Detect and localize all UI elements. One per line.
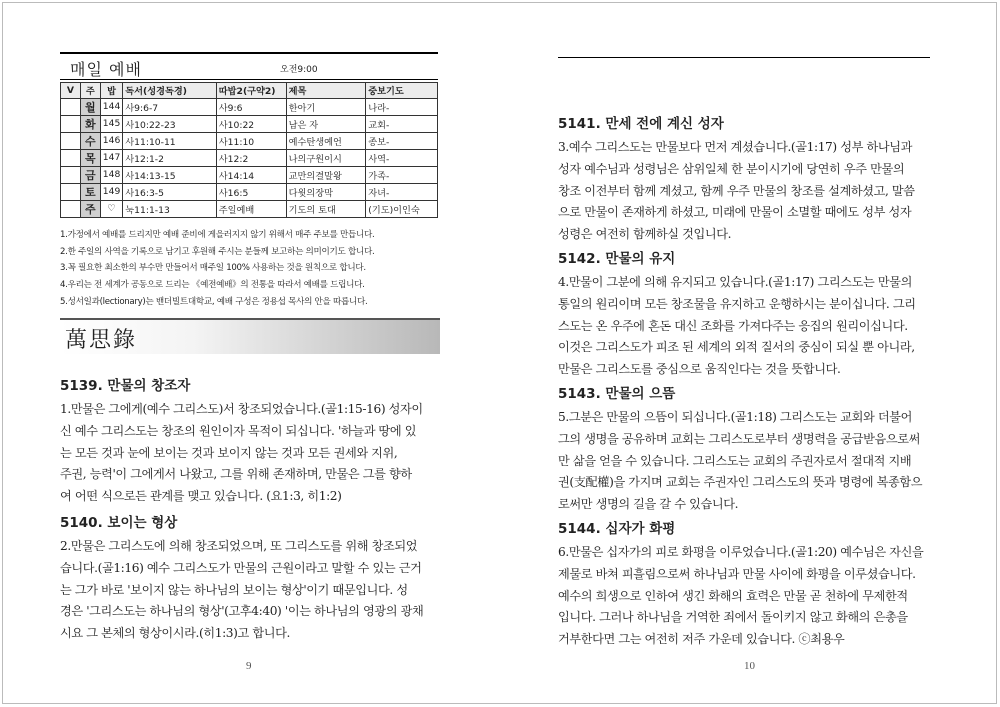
worship-time: 오전9:00: [280, 65, 318, 75]
header-cell: 밥: [100, 83, 123, 99]
section-body: [60, 399, 423, 508]
check-cell: [61, 98, 81, 115]
day-cell: 주: [80, 200, 100, 217]
section-body: [558, 407, 922, 516]
number-cell: 146: [100, 132, 123, 149]
table-header-row: [61, 83, 438, 99]
body-line: 권(支配權)을 가지며 교회는 주권자인 그리스도의 뜻과 명령에 복종함으: [558, 475, 923, 490]
body-line: 창조 이전부터 함께 계셨고, 함께 우주 만물의 창조를 설계하셨고, 말씀: [558, 183, 915, 198]
note-line: 3.꼭 필요한 최소한의 부수만 만들어서 매주일 100% 사용하는 것을 원칙으로 합니다.: [60, 263, 366, 274]
section-5144: [558, 517, 923, 651]
check-cell: [61, 132, 81, 149]
body-line: 제물로 바쳐 피흘림으로써 하나님과 만물 사이에 화평을 이루셨습니다.: [558, 566, 916, 581]
header-rule: [558, 57, 930, 58]
table-row: [61, 98, 438, 115]
body-line: 신 예수 그리스도는 창조의 원인이자 목적이 되십니다. '하늘과 땅에 있: [60, 423, 417, 438]
prayer-cell: (기도)이인숙: [366, 200, 438, 217]
header-cell: 중보기도: [366, 83, 438, 99]
section-5141: [558, 112, 915, 246]
number-cell: 147: [100, 149, 123, 166]
table-row: [61, 183, 438, 200]
prayer-cell: 교회-: [366, 115, 438, 132]
table-row: [61, 200, 438, 217]
title-cell: 남은 자: [286, 115, 366, 132]
body-line: 성자 예수님과 성령님은 삼위일체 한 분이시기에 당연히 우주 만물의: [558, 161, 905, 176]
number-cell: 149: [100, 183, 123, 200]
header-cell: V: [61, 83, 81, 99]
body-line: 여 어떤 식으로든 관계를 맺고 있습니다. (요1:3, 히1:2): [60, 489, 342, 504]
reading2-cell: 사14:14: [216, 166, 286, 183]
note-line: 1.가정에서 예배를 드리지만 예배 준비에 게을러지지 않기 위해서 매주 주보를 만듭니다.: [60, 230, 375, 240]
table-row: [61, 132, 438, 149]
title-cell: 나의구원이시: [286, 149, 366, 166]
note-line: 5.성서일과(lectionary)는 밴더빌트대학교, 예배 구성은 정용섭 목사의 안을 따릅니다.: [60, 296, 368, 307]
body-line: 스도는 온 우주에 혼돈 대신 조화를 가져다주는 응집의 원리이십니다.: [558, 318, 908, 333]
reading2-cell: 사9:6: [216, 98, 286, 115]
body-line: 1.만물은 그에게(예수 그리스도)서 창조되었습니다.(골1:15-16) 성자이: [60, 402, 423, 416]
section-title: 5139. 만물의 창조자: [60, 378, 191, 394]
section-5142: [558, 247, 916, 381]
section-5143: [558, 382, 922, 516]
section-title: 5141. 만세 전에 계신 성자: [558, 116, 724, 132]
body-line: 이것은 그리스도가 피조 된 세계의 외적 질서의 중심이 되실 뿐 아니라,: [558, 340, 915, 355]
prayer-cell: 가족-: [366, 166, 438, 183]
check-cell: [61, 115, 81, 132]
body-line: 는 모든 것과 눈에 보이는 것과 보이지 않는 것과 모든 권세와 지위,: [60, 445, 398, 460]
reading2-cell: 사12:2: [216, 149, 286, 166]
body-line: 2.만물은 그리스도에 의해 창조되었으며, 또 그리스도를 위해 창조되었: [60, 539, 418, 553]
body-line: 그의 생명을 공유하며 교회는 그리스도로부터 생명력을 공급받음으로써: [558, 431, 921, 446]
page-number: 10: [744, 660, 755, 672]
body-line: 만 삶을 얻을 수 있습니다. 그리스도는 교회의 주권자로서 절대적 지배: [558, 453, 912, 468]
reading2-cell: 주일예배: [216, 200, 286, 217]
number-cell: 144: [100, 98, 123, 115]
body-line: 시요 그 본체의 형상이시라.(히1:3)고 합니다.: [60, 626, 290, 641]
day-cell: 월: [80, 98, 100, 115]
body-line: 으로 만물이 존재하게 하셨고, 미래에 만물이 소멸할 때에도 성부 성자: [558, 205, 912, 220]
day-cell: 토: [80, 183, 100, 200]
day-cell: 수: [80, 132, 100, 149]
check-cell: [61, 183, 81, 200]
section-band: [60, 318, 440, 354]
reading2-cell: 사16:5: [216, 183, 286, 200]
body-line: 거부한다면 그는 여전히 저주 가운데 있습니다. ⓒ최용우: [558, 632, 845, 647]
table-row: [61, 149, 438, 166]
reading-cell: 사10:22-23: [123, 115, 217, 132]
prayer-cell: 자녀-: [366, 183, 438, 200]
table-row: [61, 115, 438, 132]
body-line: 예수의 희생으로 인하여 생긴 화해의 효력은 만물 곧 천하에 무제한적: [558, 588, 908, 603]
section-title: 5144. 십자가 화평: [558, 521, 676, 537]
day-cell: 목: [80, 149, 100, 166]
reading-cell: 사14:13-15: [123, 166, 217, 183]
section-body: [60, 536, 423, 645]
body-line: 만물은 그리스도를 중심으로 움직인다는 것을 뜻합니다.: [558, 362, 841, 377]
page-number: 9: [246, 660, 252, 672]
section-title: 5140. 보이는 형상: [60, 515, 178, 531]
section-5140: [60, 511, 423, 645]
section-body: [558, 272, 916, 381]
title-cell: 기도의 토대: [286, 200, 366, 217]
table-row: [61, 166, 438, 183]
body-line: 로써만 생명의 길을 갈 수 있습니다.: [558, 497, 739, 512]
worship-title: 매일 예배: [70, 60, 142, 79]
title-cell: 한아기: [286, 98, 366, 115]
check-cell: [61, 166, 81, 183]
reading-cell: 사9:6-7: [123, 98, 217, 115]
body-line: 통일의 원리이며 모든 창조물을 유지하고 운행하시는 분이십니다. 그리: [558, 296, 916, 311]
body-line: 성령은 여전히 함께하실 것입니다.: [558, 227, 732, 242]
worship-schedule-table: [60, 82, 438, 218]
header-cell: 제목: [286, 83, 366, 99]
title-cell: 교만의결말왕: [286, 166, 366, 183]
prayer-cell: 종보-: [366, 132, 438, 149]
day-cell: 금: [80, 166, 100, 183]
title-cell: 예수탄생예언: [286, 132, 366, 149]
section-body: [558, 542, 923, 651]
section-title: 5142. 만물의 유지: [558, 251, 676, 267]
header-cell: 따밥2(구약2): [216, 83, 286, 99]
reading-cell: 사12:1-2: [123, 149, 217, 166]
number-cell: 145: [100, 115, 123, 132]
heart-icon: ♡: [100, 200, 123, 217]
check-cell: [61, 149, 81, 166]
body-line: 입니다. 그러나 하나님을 거역한 죄에서 돌이키지 않고 화해의 은총을: [558, 610, 908, 625]
body-line: 습니다.(골1:16) 예수 그리스도가 만물의 근원이라고 말할 수 있는 근거: [60, 560, 422, 575]
band-title: 萬思錄: [65, 328, 138, 353]
prayer-cell: 나라-: [366, 98, 438, 115]
header-cell: 독서(성경독경): [123, 83, 217, 99]
body-line: 5.그분은 만물의 으뜸이 되십니다.(골1:18) 그리스도는 교회와 더불어: [558, 410, 912, 424]
body-line: 는 그가 바로 '보이지 않는 하나님의 보이는 형상'이기 때문입니다. 성: [60, 582, 408, 597]
body-line: 주권, 능력'이 그에게서 나왔고, 그를 위해 존재하며, 만물은 그를 향하: [60, 467, 412, 482]
worship-header: [60, 52, 438, 80]
number-cell: 148: [100, 166, 123, 183]
note-line: 2.한 주일의 사역을 기록으로 남기고 후원해 주시는 분들께 보고하는 의미이기도 합니다.: [60, 246, 375, 257]
title-cell: 다윗의장막: [286, 183, 366, 200]
reading-cell: 사16:3-5: [123, 183, 217, 200]
section-title: 5143. 만물의 으뜸: [558, 386, 676, 402]
check-cell: [61, 200, 81, 217]
body-line: 경은 '그리스도는 하나님의 형상'(고후4:40) '이는 하나님의 영광의 광채: [60, 604, 424, 619]
reading2-cell: 사11:10: [216, 132, 286, 149]
section-5139: [60, 374, 423, 508]
note-line: 4.우리는 전 세계가 공동으로 드리는 《예전예배》의 전통을 따라서 예배를 드립니다.: [60, 280, 365, 291]
reading2-cell: 사10:22: [216, 115, 286, 132]
header-cell: 주: [80, 83, 100, 99]
body-line: 4.만물이 그분에 의해 유지되고 있습니다.(골1:17) 그리스도는 만물의: [558, 275, 912, 289]
section-body: [558, 137, 915, 246]
body-line: 3.예수 그리스도는 만물보다 먼저 계셨습니다.(골1:17) 성부 하나님과: [558, 140, 912, 154]
worship-notes: [60, 227, 440, 311]
prayer-cell: 사역-: [366, 149, 438, 166]
reading-cell: 눅11:1-13: [123, 200, 217, 217]
body-line: 6.만물은 십자가의 피로 화평을 이루었습니다.(골1:20) 예수님은 자신을: [558, 545, 924, 559]
day-cell: 화: [80, 115, 100, 132]
reading-cell: 사11:10-11: [123, 132, 217, 149]
